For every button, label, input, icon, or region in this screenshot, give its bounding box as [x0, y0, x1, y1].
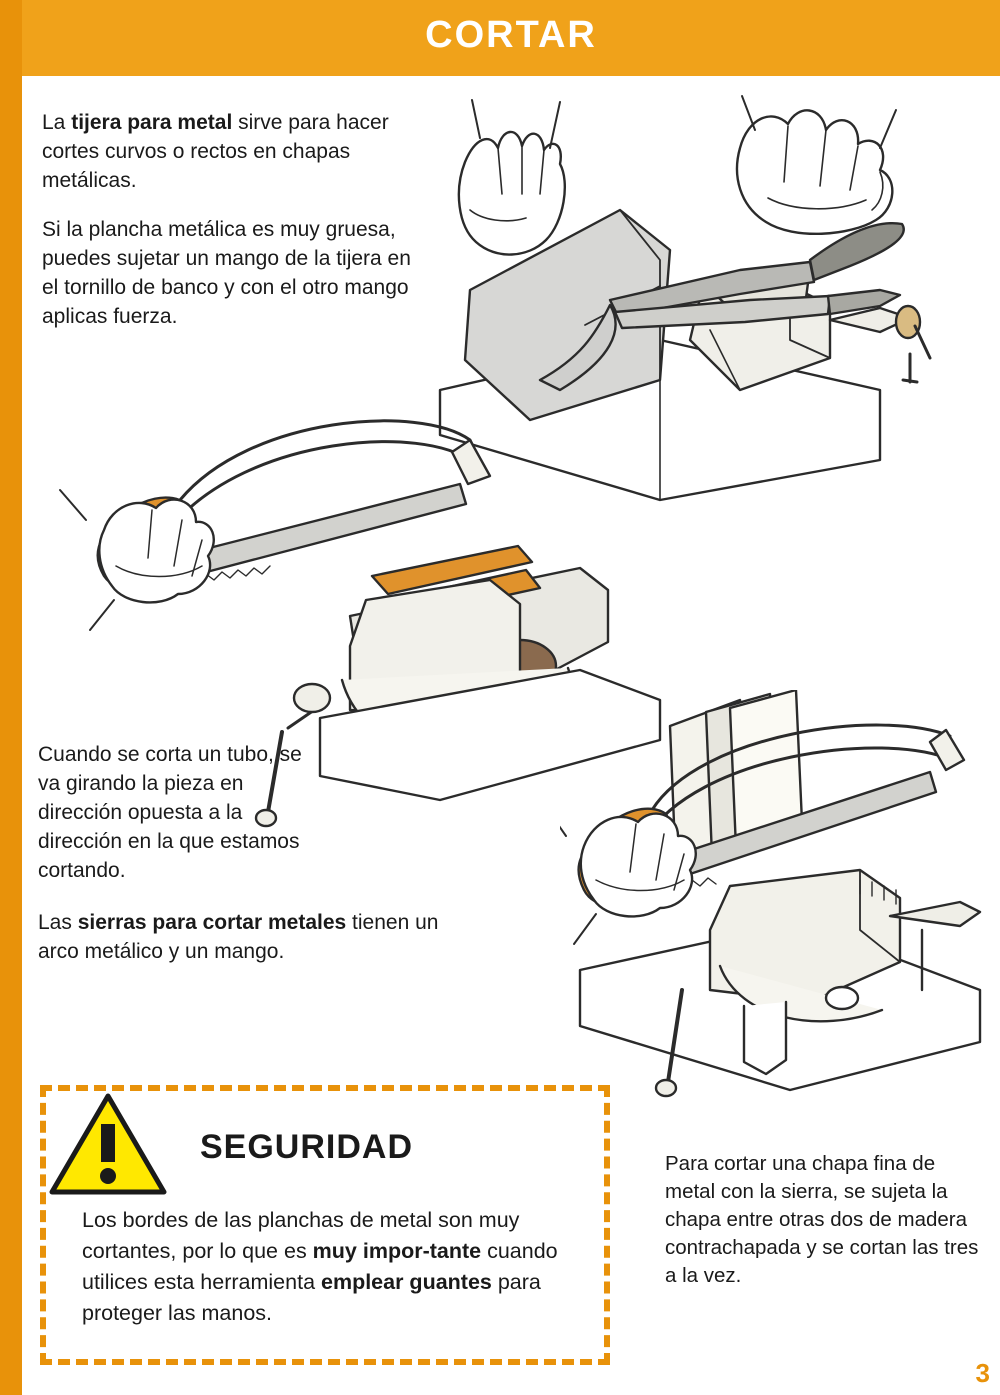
figure-sierra-chapa — [560, 690, 1000, 1120]
para1-post: sirve para hacer cortes curvos o rectos en chapas metálicas. — [42, 111, 389, 192]
paragraph-corte-tubo: Cuando se corta un tubo, se va girando la pieza en dirección opuesta a la dirección en la que estamos cortando. — [38, 743, 302, 882]
sierra-chapa-illustration — [560, 690, 1000, 1120]
paragraph-sierras-metales — [38, 908, 458, 966]
safety-text-pre: Los bordes de las planchas de metal son muy cortantes, por lo que es — [82, 1208, 520, 1263]
para4-bold: sierras para cortar metales — [77, 911, 347, 934]
safety-text-mid: cuando utilices esta herramienta — [82, 1239, 558, 1294]
para4-pre: Las — [38, 911, 78, 934]
page-spine — [0, 0, 22, 1395]
page-number: 3 — [975, 1358, 990, 1388]
safety-text-bold1: muy impor-tante — [312, 1239, 482, 1263]
para1-pre: La — [42, 111, 72, 134]
safety-text-bold2: emplear guantes — [321, 1270, 492, 1294]
safety-text-post: para proteger las manos. — [82, 1270, 541, 1325]
paragraph-chapa-fina: Para cortar una chapa fina de metal con la sierra, se sujeta la chapa entre otras dos de madera contrachapada y se cortan las tres a la vez. — [665, 1152, 979, 1287]
safety-text — [82, 1205, 572, 1329]
warning-triangle-icon — [48, 1092, 168, 1197]
paragraph-plancha-gruesa: Si la plancha metálica es muy gruesa, puedes sujetar un mango de la tijera en el tornillo de banco y con el otro mango aplicas fuerza. — [42, 218, 411, 328]
page-title: CORTAR — [425, 14, 597, 56]
paragraph-tijera — [42, 108, 442, 195]
safety-title: SEGURIDAD — [200, 1128, 414, 1166]
para4-post: tienen un arco metálico y un mango. — [38, 911, 439, 963]
para1-bold: tijera para metal — [71, 111, 233, 134]
